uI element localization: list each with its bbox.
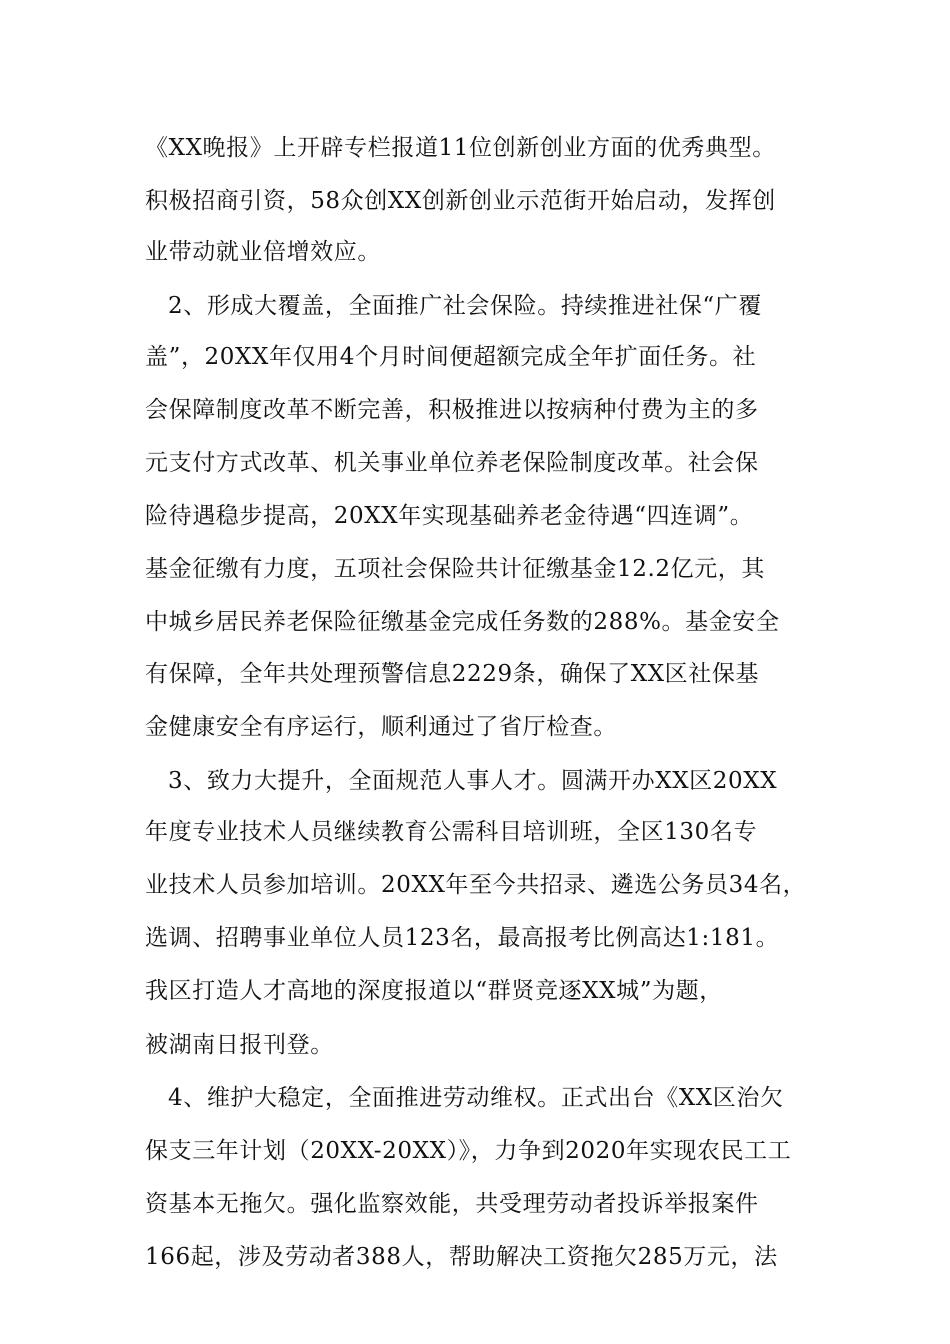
text-line-14: 年度专业技术人员继续教育公需科目培训班，全区130名专: [145, 819, 758, 845]
text-line-22: 166起，涉及劳动者388人，帮助解决工资拖欠285万元，法: [145, 1244, 778, 1270]
text-line-11: 有保障，全年共处理预警信息2229条，确保了XX区社保基: [145, 661, 760, 687]
text-line-16: 选调、招聘事业单位人员123名，最高报考比例高达1:181。: [145, 925, 780, 951]
text-line-15: 业技术人员参加培训。20XX年至今共招录、遴选公务员34名，: [145, 872, 807, 898]
paragraph-4-heading-line: 4、维护大稳定，全面推进劳动维权。正式出台《XX区治欠: [168, 1085, 784, 1111]
text-line-18: 被湖南日报刊登。: [145, 1032, 334, 1058]
text-line-2: 积极招商引资，58众创XX创新创业示范街开始启动，发挥创: [145, 188, 776, 214]
paragraph-3-heading-line: 3、致力大提升，全面规范人事人才。圆满开办XX区20XX: [168, 768, 778, 794]
text-line-6: 会保障制度改革不断完善，积极推进以按病种付费为主的多: [145, 397, 759, 423]
paragraph-2-heading-line: 2、形成大覆盖，全面推广社会保险。持续推进社保“广覆: [168, 293, 762, 319]
text-line-9: 基金征缴有力度，五项社会保险共计征缴基金12.2亿元，其: [145, 556, 766, 582]
text-line-10: 中城乡居民养老保险征缴基金完成任务数的288%。基金安全: [145, 609, 780, 635]
text-line-1: 《XX晚报》上开辟专栏报道11位创新创业方面的优秀典型。: [145, 135, 776, 161]
text-line-3: 业带动就业倍增效应。: [145, 239, 381, 265]
text-line-12: 金健康安全有序运行，顺利通过了省厅检查。: [145, 714, 617, 740]
text-line-20: 保支三年计划（20XX-20XX）》，力争到2020年实现农民工工: [145, 1138, 792, 1164]
text-line-17: 我区打造人才高地的深度报道以“群贤竞逐XX城”为题，: [145, 978, 723, 1004]
text-line-21: 资基本无拖欠。强化监察效能，共受理劳动者投诉举报案件: [145, 1191, 759, 1217]
text-line-8: 险待遇稳步提高，20XX年实现基础养老金待遇“四连调”。: [145, 503, 754, 529]
text-line-5: 盖”，20XX年仅用4个月时间便超额完成全年扩面任务。社: [145, 344, 757, 370]
text-line-7: 元支付方式改革、机关事业单位养老保险制度改革。社会保: [145, 450, 759, 476]
